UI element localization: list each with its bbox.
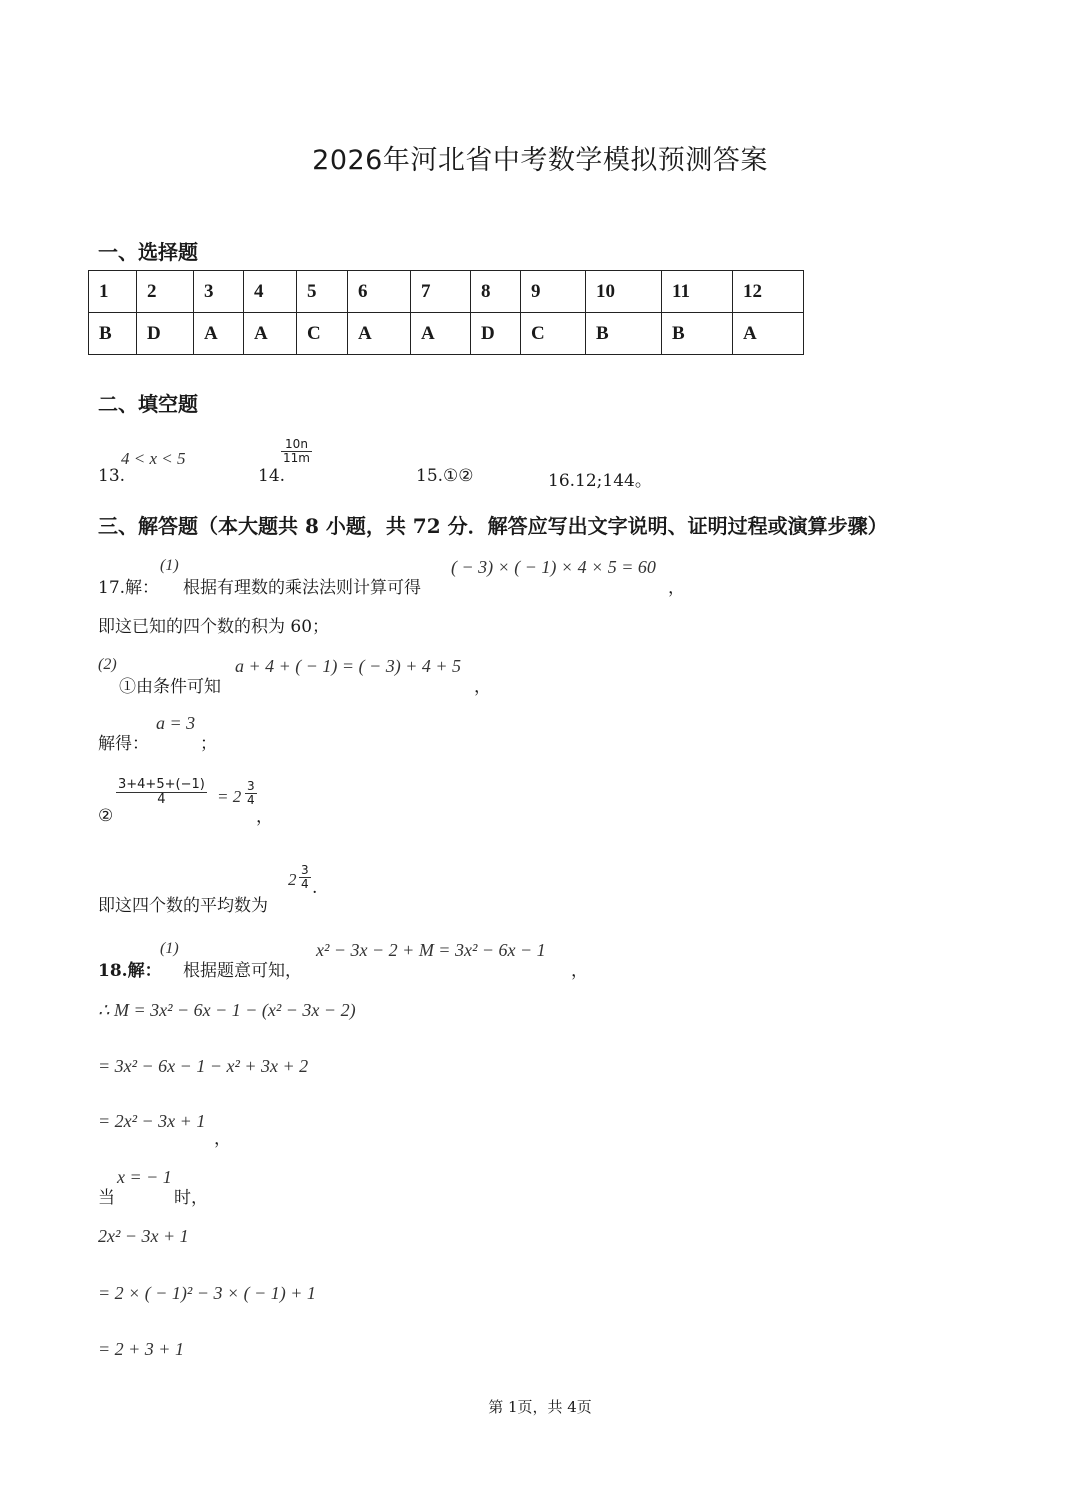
question-number-cell: 11 [662, 271, 733, 313]
q17-mixed5-numerator: 3 [247, 779, 255, 793]
answer-table [88, 270, 804, 355]
q18-line4: = 2x² − 3x + 1 [98, 1111, 206, 1131]
q17-frac5-numerator: 3+4+5+(−1) [118, 777, 205, 792]
q17-mixed5-denominator: 4 [247, 792, 255, 807]
q17-text4: 解得： [98, 734, 149, 754]
question-number-cell: 1 [89, 271, 137, 313]
answer-cell: D [137, 313, 194, 355]
q18-when-end: 时， [174, 1188, 208, 1208]
question-number-cell: 9 [521, 271, 586, 313]
question-number-cell: 10 [586, 271, 662, 313]
answer-cell: A [733, 313, 804, 355]
section-heading-fill: 二、填空题 [98, 392, 198, 416]
q17-mixed6-whole: 2 [288, 870, 297, 889]
q17-comma1: ， [668, 578, 685, 598]
q18-line3: = 3x² − 6x − 1 − x² + 3x + 2 [98, 1056, 309, 1076]
q15-answer: 15.①② [416, 466, 474, 486]
page-footer: 第 1页，共 4页 [488, 1398, 592, 1416]
answer-cell: C [521, 313, 586, 355]
q17-text3: ①由条件可知 [119, 677, 221, 697]
q18-line2: ∴ M = 3x² − 6x − 1 − (x² − 3x − 2) [98, 1000, 356, 1020]
answer-cell: D [471, 313, 521, 355]
q18-comma1: ， [571, 961, 588, 981]
answer-cell: A [348, 313, 411, 355]
q13-label: 13. [98, 466, 126, 486]
q17-math1: ( − 3) × ( − 1) × 4 × 5 = 60 [451, 557, 656, 577]
q17-part1-marker: (1) [160, 557, 179, 574]
q17-circle2: ② [98, 806, 114, 826]
q17-mixed6 [299, 864, 311, 890]
q17-mixed5 [245, 780, 257, 806]
q18-when-math: x = − 1 [117, 1167, 172, 1187]
q13-answer: 4 < x < 5 [121, 449, 186, 468]
q16-answer: 16.12;144。 [548, 471, 652, 491]
q18-line6: 2x² − 3x + 1 [98, 1226, 189, 1246]
q18-line7: = 2 × ( − 1)² − 3 × ( − 1) + 1 [98, 1283, 316, 1303]
q17-text6: 即这四个数的平均数为 [98, 896, 268, 916]
q14-denominator: 11m [283, 450, 310, 465]
q17-frac5-denominator: 4 [157, 791, 166, 807]
q18-line8: = 2 + 3 + 1 [98, 1339, 184, 1359]
q17-comma5: ， [256, 807, 273, 827]
q17-part2-marker: (2) [98, 656, 117, 673]
section-heading-solve: 三、解答题（本大题共 8 小题，共 72 分．解答应写出文字说明、证明过程或演算步骤） [98, 514, 888, 538]
page-title: 2026年河北省中考数学模拟预测答案 [312, 145, 768, 176]
section-heading-choice: 一、选择题 [98, 240, 198, 264]
q14-numerator: 10n [281, 438, 312, 452]
q17-line2: 即这已知的四个数的积为 60； [98, 617, 330, 637]
q17-fraction5 [116, 778, 207, 806]
q18-comma4: ， [214, 1129, 231, 1149]
answer-cell: A [411, 313, 471, 355]
question-number-cell: 5 [297, 271, 348, 313]
q18-text1: 根据题意可知， [183, 961, 302, 981]
q18-label: 18.解： [98, 961, 162, 981]
question-number-cell: 6 [348, 271, 411, 313]
q18-part1-marker: (1) [160, 940, 179, 957]
answer-cell: A [194, 313, 244, 355]
q17-label: 17.解： [98, 578, 160, 598]
q18-when: 当 [98, 1188, 115, 1208]
question-number-cell: 2 [137, 271, 194, 313]
answer-cell: B [586, 313, 662, 355]
answer-cell: A [244, 313, 297, 355]
q17-semi4: ； [200, 734, 217, 754]
q17-comma3: ， [474, 677, 491, 697]
q17-mixed6-denominator: 4 [301, 876, 309, 891]
q18-math1: x² − 3x − 2 + M = 3x² − 6x − 1 [316, 940, 546, 960]
q17-mixed6-numerator: 3 [301, 863, 309, 877]
q17-math3: a + 4 + ( − 1) = ( − 3) + 4 + 5 [235, 656, 462, 676]
question-number-cell: 7 [411, 271, 471, 313]
answer-table-answer-row [89, 313, 804, 355]
q17-dot6: . [312, 878, 318, 898]
answer-cell: B [662, 313, 733, 355]
answer-table-number-row [89, 271, 804, 313]
q14-fraction [281, 438, 312, 464]
q17-text1: 根据有理数的乘法法则计算可得 [183, 578, 421, 598]
q17-eq5: = 2 [217, 787, 242, 806]
answer-cell: C [297, 313, 348, 355]
answer-cell: B [89, 313, 137, 355]
question-number-cell: 12 [733, 271, 804, 313]
q14-label: 14. [258, 466, 286, 486]
question-number-cell: 3 [194, 271, 244, 313]
question-number-cell: 8 [471, 271, 521, 313]
q17-math4: a = 3 [156, 713, 196, 733]
question-number-cell: 4 [244, 271, 297, 313]
